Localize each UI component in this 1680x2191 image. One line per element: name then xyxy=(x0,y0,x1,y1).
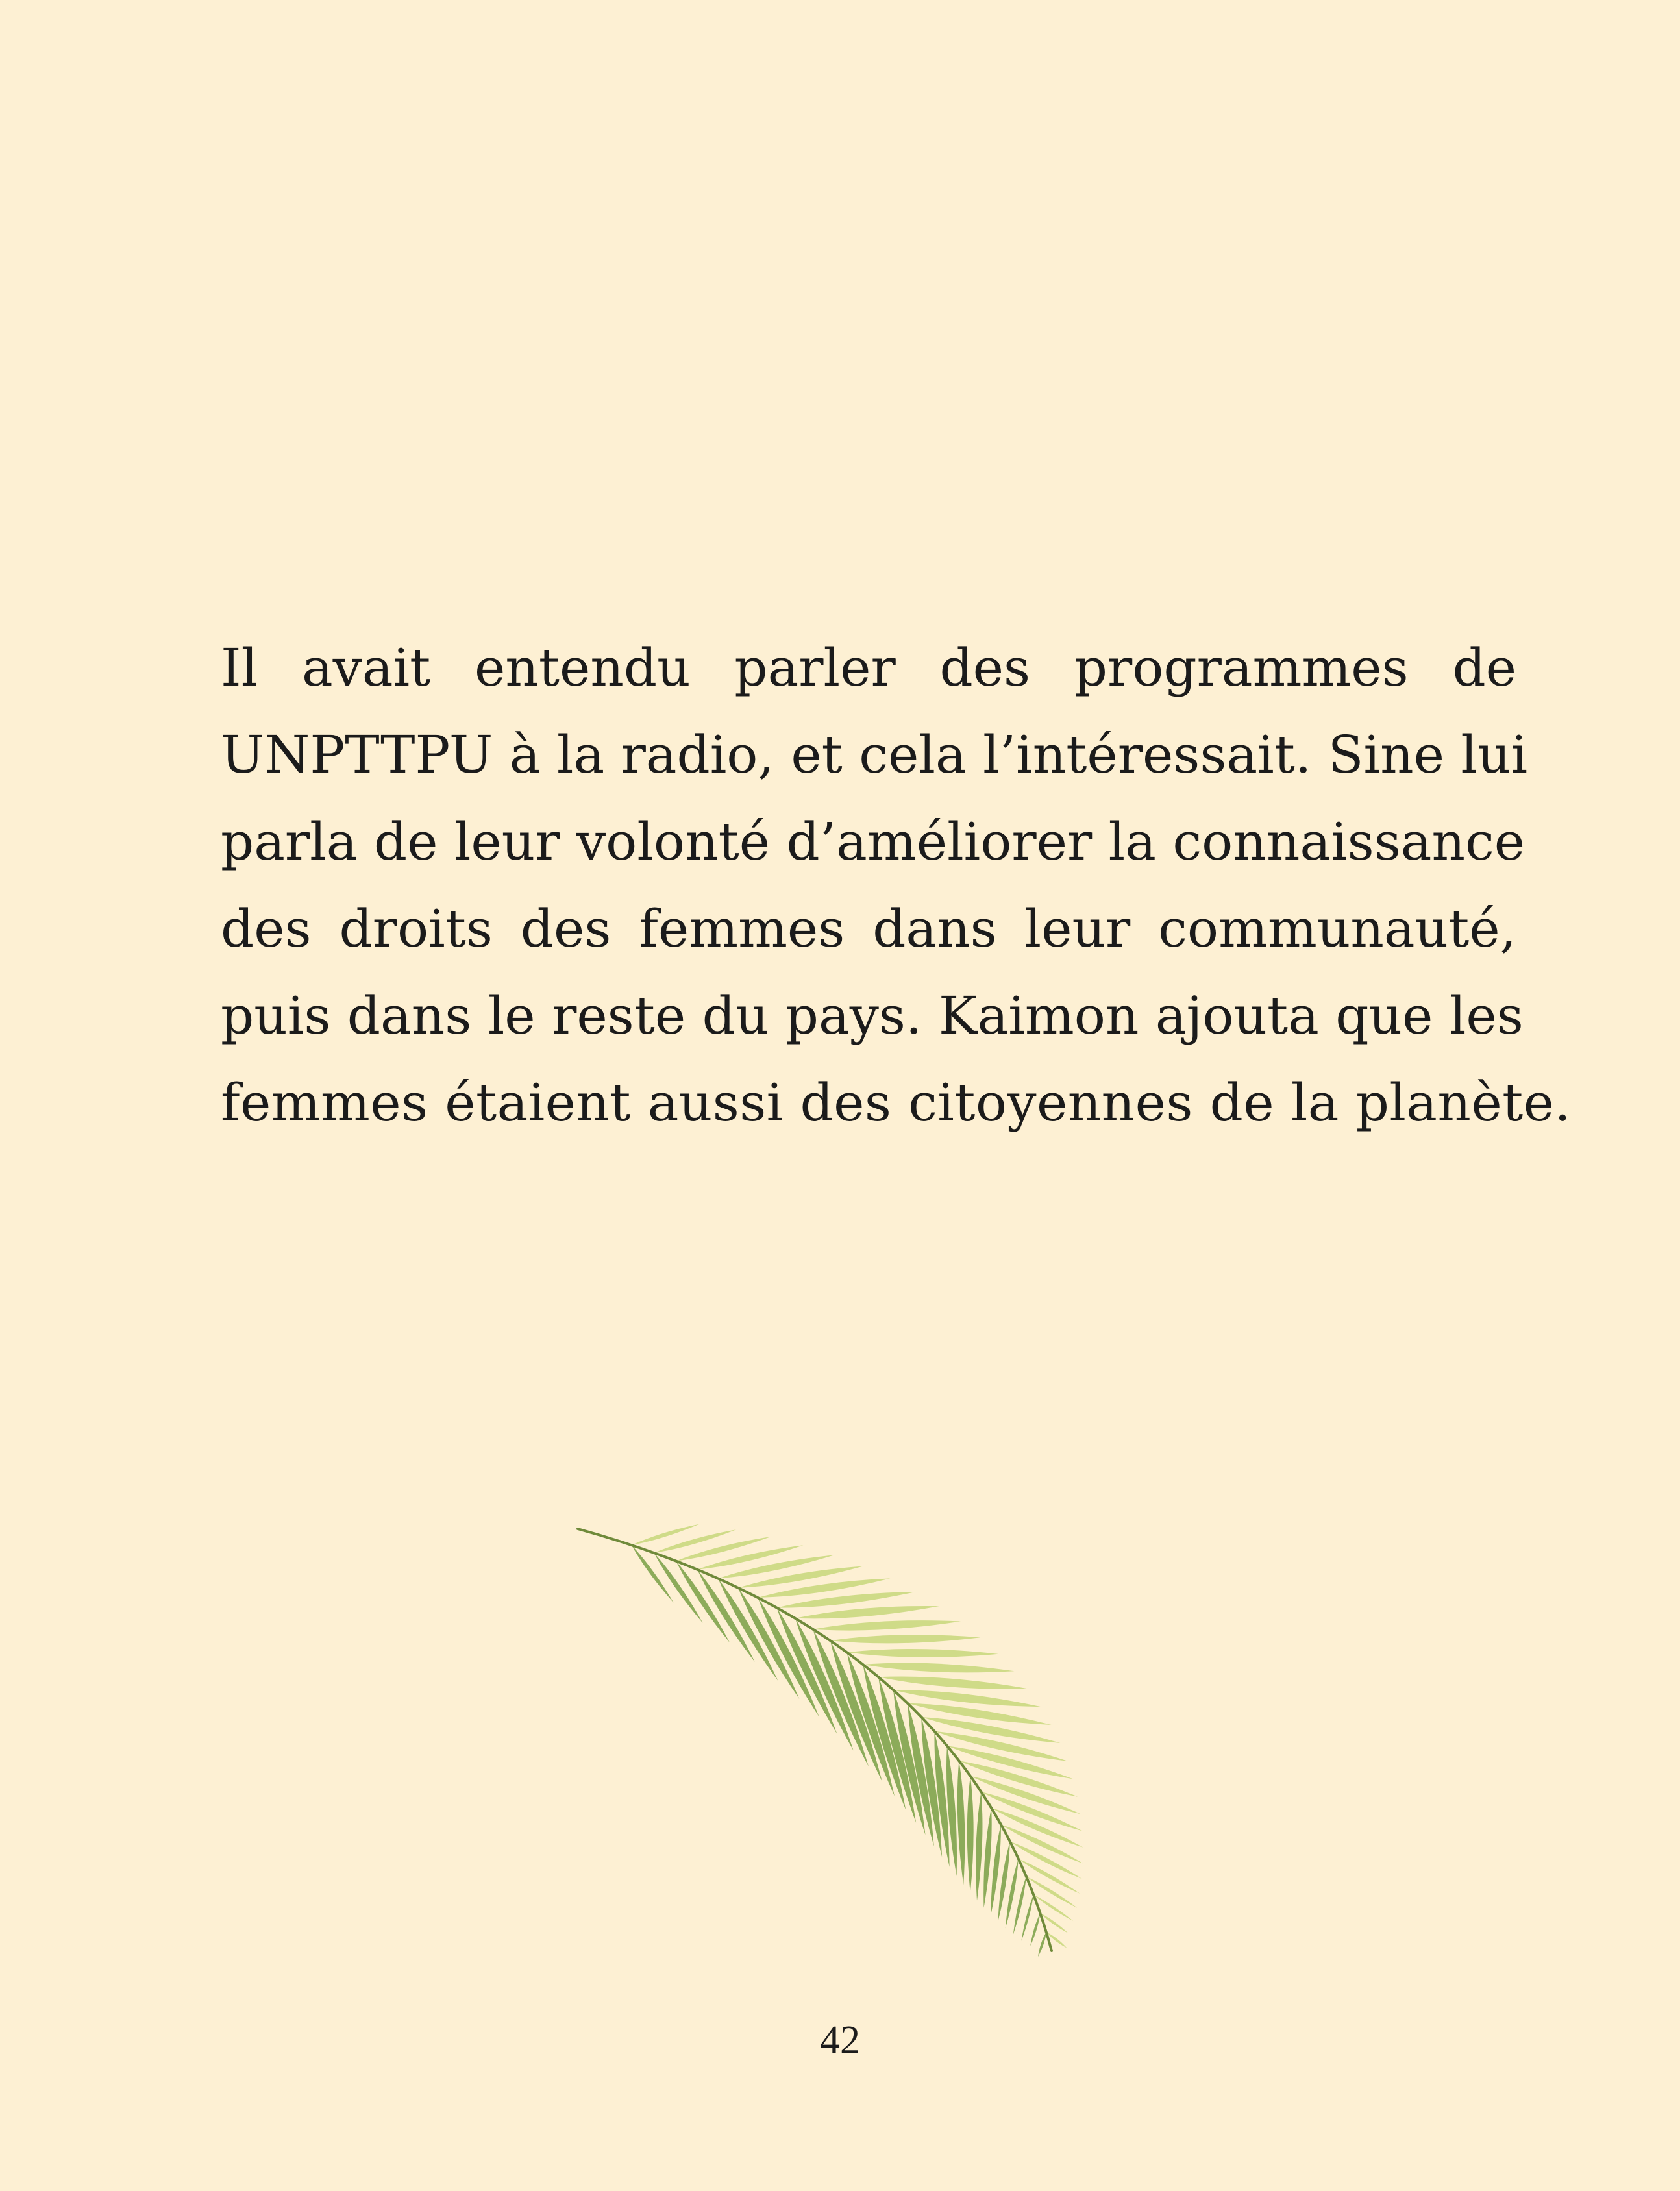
body-paragraph xyxy=(221,625,1572,1146)
palm-leaflet xyxy=(847,1649,998,1657)
palm-leaflet xyxy=(863,1665,906,1810)
palm-leaflet xyxy=(1030,1913,1040,1946)
palm-leaflet xyxy=(813,1620,961,1630)
paragraph-line: parla de leur volonté d’améliorer la connaissance xyxy=(221,811,1526,872)
paragraph-line: des droits des femmes dans leur communauté, xyxy=(221,898,1516,959)
palm-leaflet xyxy=(1038,1932,1046,1957)
palm-leaflet xyxy=(908,1703,1052,1725)
palm-leaflet xyxy=(863,1663,1014,1672)
palm-leaflet xyxy=(957,1761,965,1885)
palm-leaflet xyxy=(976,1792,982,1900)
paragraph-line: Il avait entendu parler des programmes de xyxy=(221,637,1516,698)
palm-leaflet xyxy=(878,1677,1028,1689)
palm-leaflet xyxy=(795,1606,939,1618)
paragraph-line: femmes étaient aussi des citoyennes de la planète. xyxy=(221,1072,1572,1133)
palm-leaflet xyxy=(967,1776,974,1893)
palm-leaflet xyxy=(830,1635,980,1643)
palm-leaflet xyxy=(1021,1895,1033,1941)
palm-leaflet xyxy=(983,1808,991,1908)
page-number: 42 xyxy=(820,2018,860,2062)
paragraph-line: UNPTTPU à la radio, et cela l’intéressait. Sine lui xyxy=(221,724,1528,785)
paragraph-line: puis dans le reste du pays. Kaimon ajouta que les xyxy=(221,985,1524,1046)
palm-leaf-icon xyxy=(571,1474,1104,1967)
